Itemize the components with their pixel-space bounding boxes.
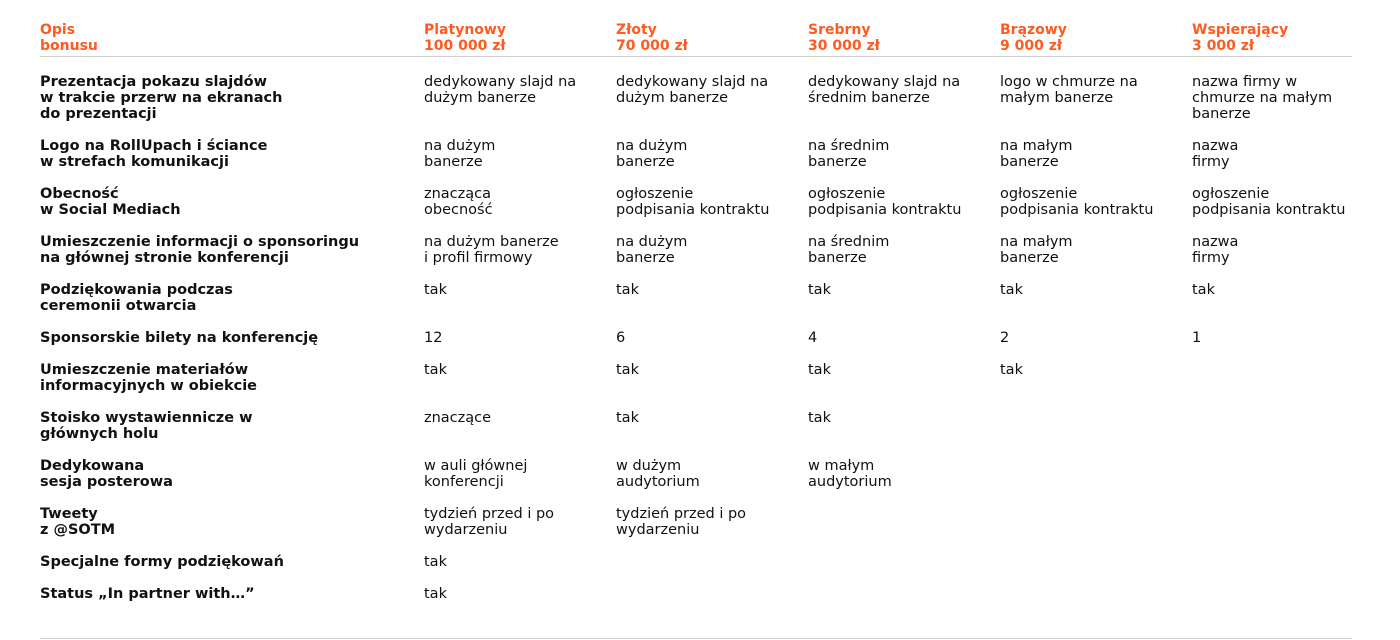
row-label: Obecność w Social Mediach bbox=[40, 186, 181, 218]
table-row bbox=[40, 138, 1352, 186]
cell-silver: tak bbox=[808, 282, 831, 298]
cell-gold: na dużym banerze bbox=[616, 234, 688, 266]
cell-platinum: tydzień przed i po wydarzeniu bbox=[424, 506, 555, 538]
cell-bronze bbox=[1000, 586, 1192, 618]
cell-gold bbox=[616, 554, 808, 586]
table-row bbox=[40, 186, 1352, 234]
cell-silver: dedykowany slajd na średnim banerze bbox=[808, 74, 961, 106]
cell-gold: 6 bbox=[616, 330, 626, 346]
cell-supporting: tak bbox=[1192, 282, 1215, 298]
cell-gold: tak bbox=[616, 410, 639, 426]
row-label: Umieszczenie materiałów informacyjnych w obiekcie bbox=[40, 362, 257, 394]
cell-supporting: ogłoszenie podpisania kontraktu bbox=[1192, 186, 1346, 218]
cell-platinum: dedykowany slajd na dużym banerze bbox=[424, 74, 577, 106]
cell-silver: na średnim banerze bbox=[808, 138, 890, 170]
cell-platinum: tak bbox=[424, 362, 447, 378]
cell-supporting: 1 bbox=[1192, 330, 1202, 346]
cell-silver: tak bbox=[808, 362, 831, 378]
cell-supporting bbox=[1192, 554, 1352, 586]
row-label: Logo na RollUpach i ściance w strefach komunikacji bbox=[40, 138, 268, 170]
cell-silver: 4 bbox=[808, 330, 818, 346]
row-label: Stoisko wystawiennicze w głównych holu bbox=[40, 410, 253, 442]
cell-platinum: tak bbox=[424, 282, 447, 298]
cell-silver: w małym audytorium bbox=[808, 458, 892, 490]
row-label: Umieszczenie informacji o sponsoringu na głównej stronie konferencji bbox=[40, 234, 360, 266]
cell-bronze: logo w chmurze na małym banerze bbox=[1000, 74, 1138, 106]
row-label: Sponsorskie bilety na konferencję bbox=[40, 330, 319, 346]
table-row bbox=[40, 362, 1352, 410]
row-label: Status „In partner with…” bbox=[40, 586, 255, 602]
tier-gold-header: Złoty 70 000 zł bbox=[616, 22, 688, 54]
cell-supporting bbox=[1192, 362, 1352, 410]
tier-silver-header: Srebrny 30 000 zł bbox=[808, 22, 880, 54]
cell-gold: na dużym banerze bbox=[616, 138, 688, 170]
cell-supporting bbox=[1192, 506, 1352, 554]
cell-platinum: na dużym banerze bbox=[424, 138, 496, 170]
cell-silver bbox=[808, 586, 1000, 618]
cell-platinum: tak bbox=[424, 586, 447, 602]
tier-platinum-header: Platynowy 100 000 zł bbox=[424, 22, 506, 54]
bottom-divider bbox=[40, 638, 1352, 639]
cell-gold: tak bbox=[616, 282, 639, 298]
cell-bronze: na małym banerze bbox=[1000, 138, 1073, 170]
cell-bronze: tak bbox=[1000, 362, 1023, 378]
cell-supporting bbox=[1192, 586, 1352, 618]
tier-bronze-header: Brązowy 9 000 zł bbox=[1000, 22, 1067, 54]
cell-platinum: tak bbox=[424, 554, 447, 570]
row-label: Podziękowania podczas ceremonii otwarcia bbox=[40, 282, 233, 314]
cell-supporting: nazwa firmy bbox=[1192, 138, 1239, 170]
table-row bbox=[40, 282, 1352, 330]
cell-bronze: na małym banerze bbox=[1000, 234, 1073, 266]
header-label: Opis bonusu bbox=[40, 22, 98, 54]
cell-platinum: w auli głównej konferencji bbox=[424, 458, 528, 490]
row-label: Tweety z @SOTM bbox=[40, 506, 116, 538]
cell-gold: tydzień przed i po wydarzeniu bbox=[616, 506, 747, 538]
cell-silver: tak bbox=[808, 410, 831, 426]
cell-silver: ogłoszenie podpisania kontraktu bbox=[808, 186, 962, 218]
cell-silver: na średnim banerze bbox=[808, 234, 890, 266]
cell-gold: ogłoszenie podpisania kontraktu bbox=[616, 186, 770, 218]
table-row bbox=[40, 330, 1352, 362]
table-header bbox=[40, 22, 1352, 57]
table-row bbox=[40, 554, 1352, 586]
table-row bbox=[40, 74, 1352, 138]
table-row bbox=[40, 506, 1352, 554]
cell-gold: w dużym audytorium bbox=[616, 458, 700, 490]
cell-bronze: ogłoszenie podpisania kontraktu bbox=[1000, 186, 1154, 218]
table-body bbox=[40, 57, 1352, 618]
cell-platinum: znaczące bbox=[424, 410, 492, 426]
table-row bbox=[40, 410, 1352, 458]
cell-silver bbox=[808, 506, 1000, 554]
cell-bronze bbox=[1000, 554, 1192, 586]
cell-supporting bbox=[1192, 458, 1352, 506]
cell-supporting: nazwa firmy w chmurze na małym banerze bbox=[1192, 74, 1333, 122]
cell-platinum: znacząca obecność bbox=[424, 186, 493, 218]
sponsorship-table bbox=[40, 22, 1352, 618]
cell-bronze: tak bbox=[1000, 282, 1023, 298]
cell-silver bbox=[808, 554, 1000, 586]
cell-supporting: nazwa firmy bbox=[1192, 234, 1239, 266]
row-label: Prezentacja pokazu slajdów w trakcie przerw na ekranach do prezentacji bbox=[40, 74, 283, 122]
cell-bronze bbox=[1000, 410, 1192, 458]
row-label: Specjalne formy podziękowań bbox=[40, 554, 284, 570]
cell-gold: tak bbox=[616, 362, 639, 378]
cell-bronze: 2 bbox=[1000, 330, 1010, 346]
cell-gold: dedykowany slajd na dużym banerze bbox=[616, 74, 769, 106]
cell-gold bbox=[616, 586, 808, 618]
cell-platinum: na dużym banerze i profil firmowy bbox=[424, 234, 559, 266]
table-row bbox=[40, 586, 1352, 618]
table-row bbox=[40, 458, 1352, 506]
cell-platinum: 12 bbox=[424, 330, 443, 346]
cell-supporting bbox=[1192, 410, 1352, 458]
cell-bronze bbox=[1000, 458, 1192, 506]
cell-bronze bbox=[1000, 506, 1192, 554]
tier-supporting-header: Wspierający 3 000 zł bbox=[1192, 22, 1289, 54]
table-row bbox=[40, 234, 1352, 282]
row-label: Dedykowana sesja posterowa bbox=[40, 458, 173, 490]
